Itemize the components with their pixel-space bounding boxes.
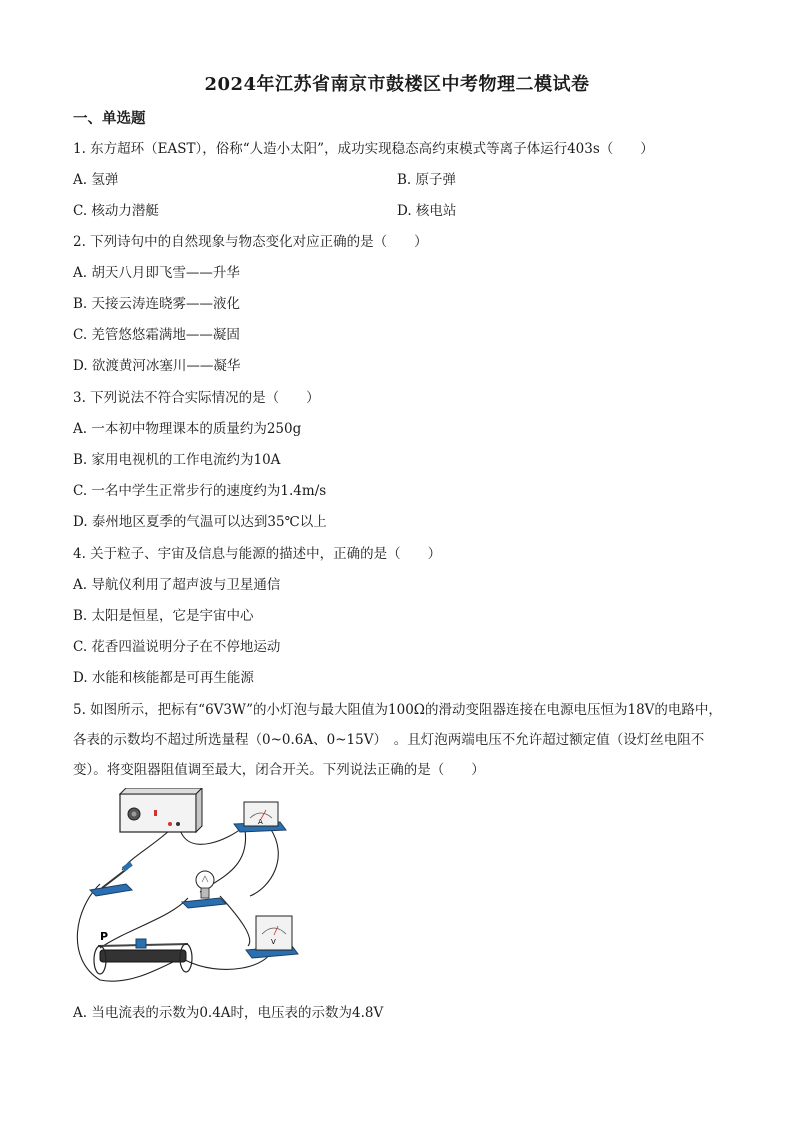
q4-option-a: A. 导航仪利用了超声波与卫星通信 (73, 577, 281, 593)
slider-label: P (100, 930, 109, 943)
q3-option-c: C. 一名中学生正常步行的速度约为1.4m/s (73, 483, 327, 499)
q3-option-b: B. 家用电视机的工作电流约为10A (73, 452, 281, 468)
q2-option-b: B. 天接云涛连晓雾——液化 (73, 296, 241, 312)
q1-option-d: D. 核电站 (397, 203, 457, 219)
q4-stem: 4. 关于粒子、宇宙及信息与能源的描述中，正确的是（ ） (73, 546, 442, 562)
q4-option-b: B. 太阳是恒星，它是宇宙中心 (73, 608, 254, 624)
ammeter (234, 802, 286, 832)
voltmeter-label: V (271, 938, 276, 946)
q3-stem: 3. 下列说法不符合实际情况的是（ ） (73, 390, 320, 406)
q2-option-a: A. 胡天八月即飞雪——升华 (73, 265, 240, 281)
q2-stem: 2. 下列诗句中的自然现象与物态变化对应正确的是（ ） (73, 234, 428, 250)
slide-rheostat (94, 930, 192, 974)
switch (90, 861, 133, 896)
circuit-figure (70, 788, 310, 988)
light-bulb (182, 871, 226, 908)
power-supply (120, 788, 202, 832)
q4-option-c: C. 花香四溢说明分子在不停地运动 (73, 639, 281, 655)
q3-option-d: D. 泰州地区夏季的气温可以达到35℃以上 (73, 514, 327, 530)
q5-option-a: A. 当电流表的示数为0.4A时，电压表的示数为4.8V (73, 1005, 384, 1021)
voltmeter (246, 916, 298, 958)
q1-option-a: A. 氢弹 (73, 172, 119, 188)
section-heading: 一、单选题 (73, 110, 146, 127)
q3-option-a: A. 一本初中物理课本的质量约为250g (73, 421, 302, 437)
q2-option-d: D. 欲渡黄河冰塞川——凝华 (73, 358, 241, 374)
q1-stem: 1. 东方超环（EAST），俗称“人造小太阳”，成功实现稳态高约束模式等离子体运行403s（ ） (73, 141, 654, 157)
q2-option-c: C. 羌管悠悠霜满地——凝固 (73, 327, 240, 343)
q4-option-d: D. 水能和核能都是可再生能源 (73, 670, 254, 686)
q1-option-c: C. 核动力潜艇 (73, 203, 159, 219)
ammeter-label: A (258, 818, 263, 826)
q1-option-b: B. 原子弹 (397, 172, 457, 188)
q5-stem: 5. 如图所示，把标有“6V3W”的小灯泡与最大阻值为100Ω的滑动变阻器连接在电源电压恒为18V的电路中，各表的示数均不超过所选量程（0~0.6A、0~15V） 。且灯泡两端电压不允许超过额定值（设灯丝电阻不变）。将变阻器阻值调至最大，闭合开关。下列说法正确的是（ ） (73, 702, 722, 778)
page-title: 2024年江苏省南京市鼓楼区中考物理二模试卷 (204, 74, 590, 95)
